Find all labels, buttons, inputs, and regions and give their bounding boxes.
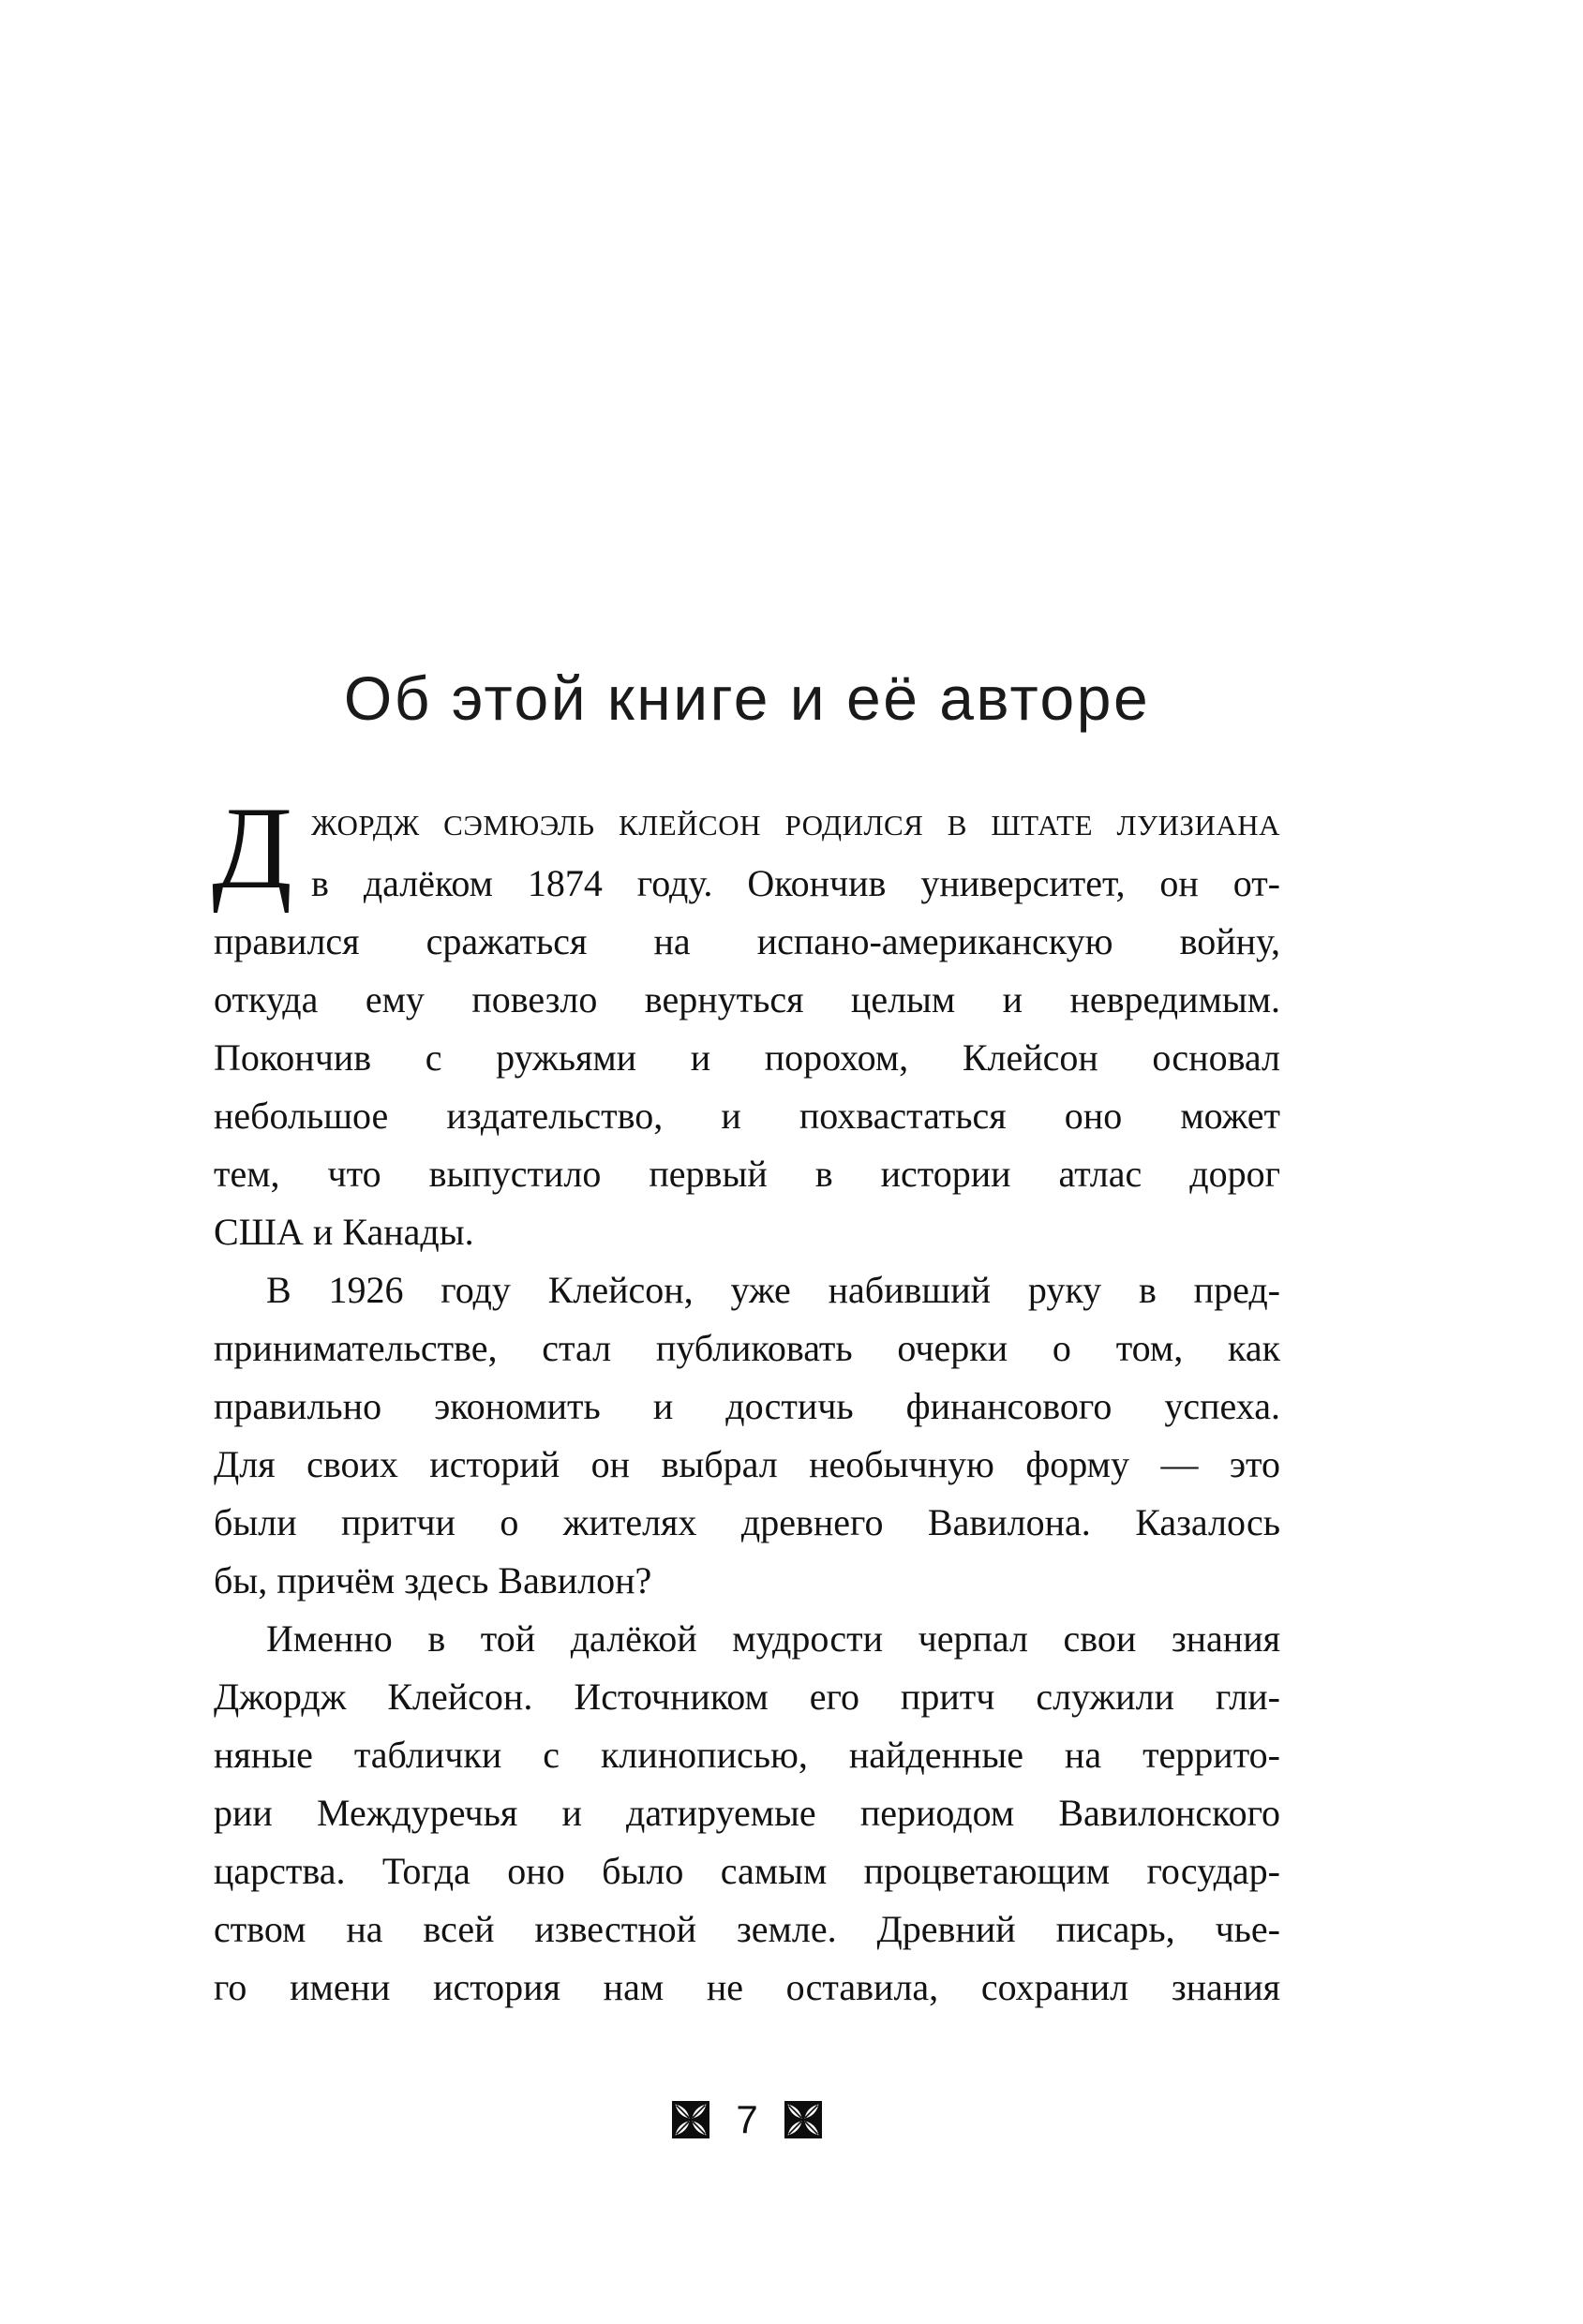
text-line: правильно экономить и достичь финансового успеха.	[214, 1385, 1280, 1427]
text-line: ЖОРДЖ СЭМЮЭЛЬ КЛЕЙСОН РОДИЛСЯ В ШТАТЕ ЛУИЗИАНА	[311, 809, 1280, 842]
text-line: небольшое издательство, и похвастаться оно может	[214, 1095, 1280, 1137]
body-text	[214, 797, 1280, 2017]
text-line: го имени история нам не оставила, сохранил знания	[214, 1966, 1280, 2008]
text-line: Для своих историй он выбрал необычную форму — это	[214, 1443, 1280, 1485]
text-line: рии Междуречья и датируемые периодом Вавилонского	[214, 1792, 1280, 1834]
text-line: царства. Тогда оно было самым процветающим государ-	[214, 1850, 1280, 1892]
text-line: принимательстве, стал публиковать очерки о том, как	[214, 1327, 1280, 1369]
text-line: Покончив с ружьями и порохом, Клейсон основал	[214, 1036, 1280, 1079]
text-line: в далёком 1874 году. Окончив университет, он от-	[311, 862, 1280, 904]
text-line: ством на всей известной земле. Древний писарь, чье-	[214, 1908, 1280, 1950]
fleuron-icon	[672, 2101, 709, 2138]
page-number: 7	[736, 2097, 758, 2141]
text-line: тем, что выпустило первый в истории атлас дорог	[214, 1153, 1280, 1195]
fleuron-icon	[784, 2101, 822, 2138]
text-line: няные таблички с клинописью, найденные на террито-	[214, 1734, 1280, 1776]
text-line: были притчи о жителях древнего Вавилона. Казалось	[214, 1501, 1280, 1543]
text-line: правился сражаться на испано-американскую войну,	[214, 920, 1280, 962]
chapter-title: Об этой книге и её авторе	[343, 663, 1151, 733]
text-line: бы, причём здесь Вавилон?	[214, 1559, 652, 1601]
text-line: В 1926 году Клейсон, уже набивший руку в пред-	[266, 1269, 1280, 1311]
text-line: откуда ему повезло вернуться целым и невредимым.	[214, 978, 1280, 1020]
text-line: Именно в той далёкой мудрости черпал свои знания	[266, 1617, 1280, 1660]
page-footer	[214, 2099, 1280, 2140]
text-line: США и Канады.	[214, 1211, 474, 1253]
drop-cap: Д	[212, 783, 292, 914]
text-line: Джордж Клейсон. Источником его притч служили гли-	[214, 1676, 1280, 1718]
